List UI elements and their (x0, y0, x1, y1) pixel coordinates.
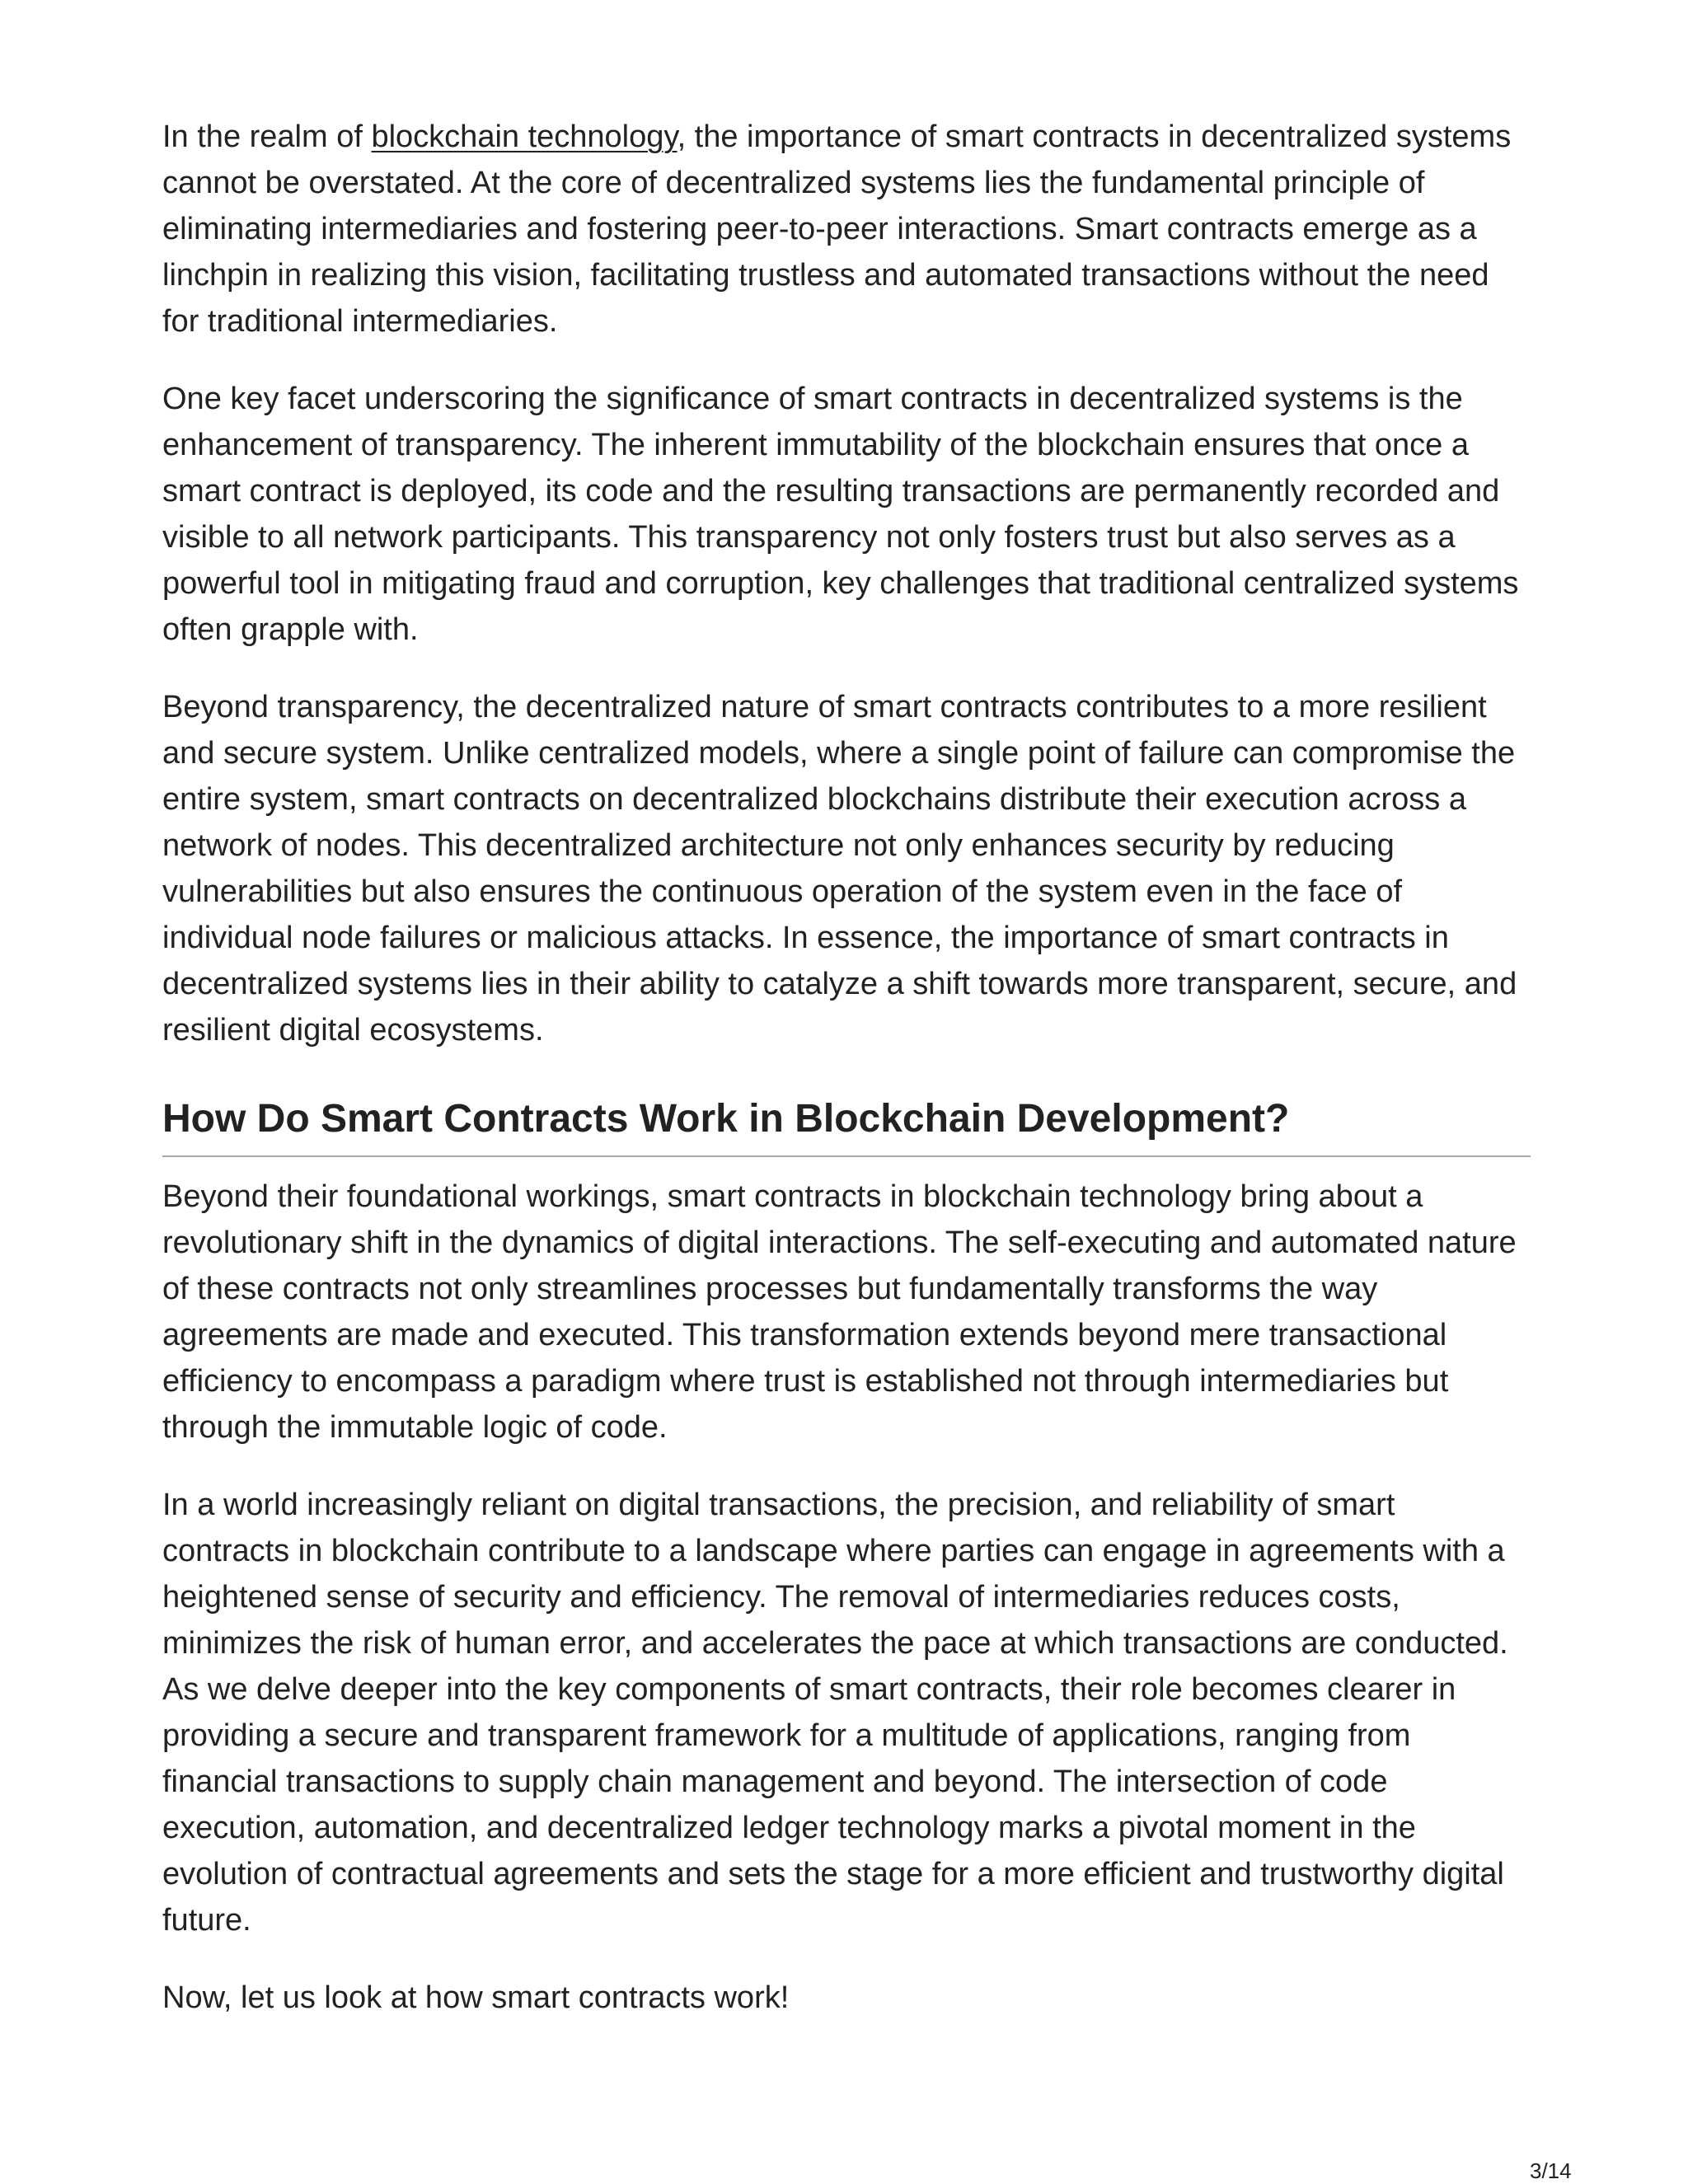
paragraph-transparency: One key facet underscoring the significance of smart contracts in decentralized systems is the enhancement of transparency. The inherent immutability of the blockchain ensures that once a smart contract is deployed, its code and the resulting transactions are permanently recorded and visible to all network participants. This transparency not only fosters trust but also serves as a powerful tool in mitigating fraud and corruption, key challenges that traditional centralized systems often grapple with. (162, 382, 1519, 647)
blockchain-technology-link[interactable]: blockchain technology (371, 120, 678, 154)
page-number: 3/14 (1530, 2158, 1572, 2183)
paragraph-closing: Now, let us look at how smart contracts work! (162, 1980, 790, 2015)
article-body (162, 114, 1531, 2052)
section-heading: How Do Smart Contracts Work in Blockchain Development? (162, 1094, 1531, 1157)
paragraph-intro (162, 114, 1531, 344)
paragraph-resilience: Beyond transparency, the decentralized nature of smart contracts contributes to a more resilient and secure system. Unlike centralized models, where a single point of failure can compromise the entire system, smart contracts on decentralized blockchains distribute their execution across a network of nodes. This decentralized architecture not only enhances security by reducing vulnerabilities but also ensures the continuous operation of the system even in the face of individual node failures or malicious attacks. In essence, the importance of smart contracts in decentralized systems lies in their ability to catalyze a shift towards more transparent, secure, and resilient digital ecosystems. (162, 690, 1517, 1047)
paragraph-intro-rest: , the importance of smart contracts in decentralized systems cannot be overstated. At the core of decentralized systems lies the fundamental principle of eliminating intermediaries and fostering peer-to-peer interactions. Smart contracts emerge as a linchpin in realizing this vision, facilitating trustless and automated transactions without the need for traditional intermediaries. (162, 120, 1512, 339)
paragraph-foundational: Beyond their foundational workings, smart contracts in blockchain technology bring about a revolutionary shift in the dynamics of digital interactions. The self-executing and automated nature of these contracts not only streamlines processes but fundamentally transforms the way agreements are made and executed. This transformation extends beyond mere transactional efficiency to encompass a paradigm where trust is established not through intermediaries but through the immutable logic of code. (162, 1179, 1517, 1445)
paragraph-digital-world: In a world increasingly reliant on digital transactions, the precision, and reliability of smart contracts in blockchain contribute to a landscape where parties can engage in agreements with a heightened sense of security and efficiency. The removal of intermediaries reduces costs, minimizes the risk of human error, and accelerates the pace at which transactions are conducted. As we delve deeper into the key components of smart contracts, their role becomes clearer in providing a secure and transparent framework for a multitude of applications, ranging from financial transactions to supply chain management and beyond. The intersection of code execution, automation, and decentralized ledger technology marks a pivotal moment in the evolution of contractual agreements and sets the stage for a more efficient and trustworthy digital future. (162, 1488, 1508, 1938)
paragraph-intro-lead: In the realm of (162, 120, 372, 154)
